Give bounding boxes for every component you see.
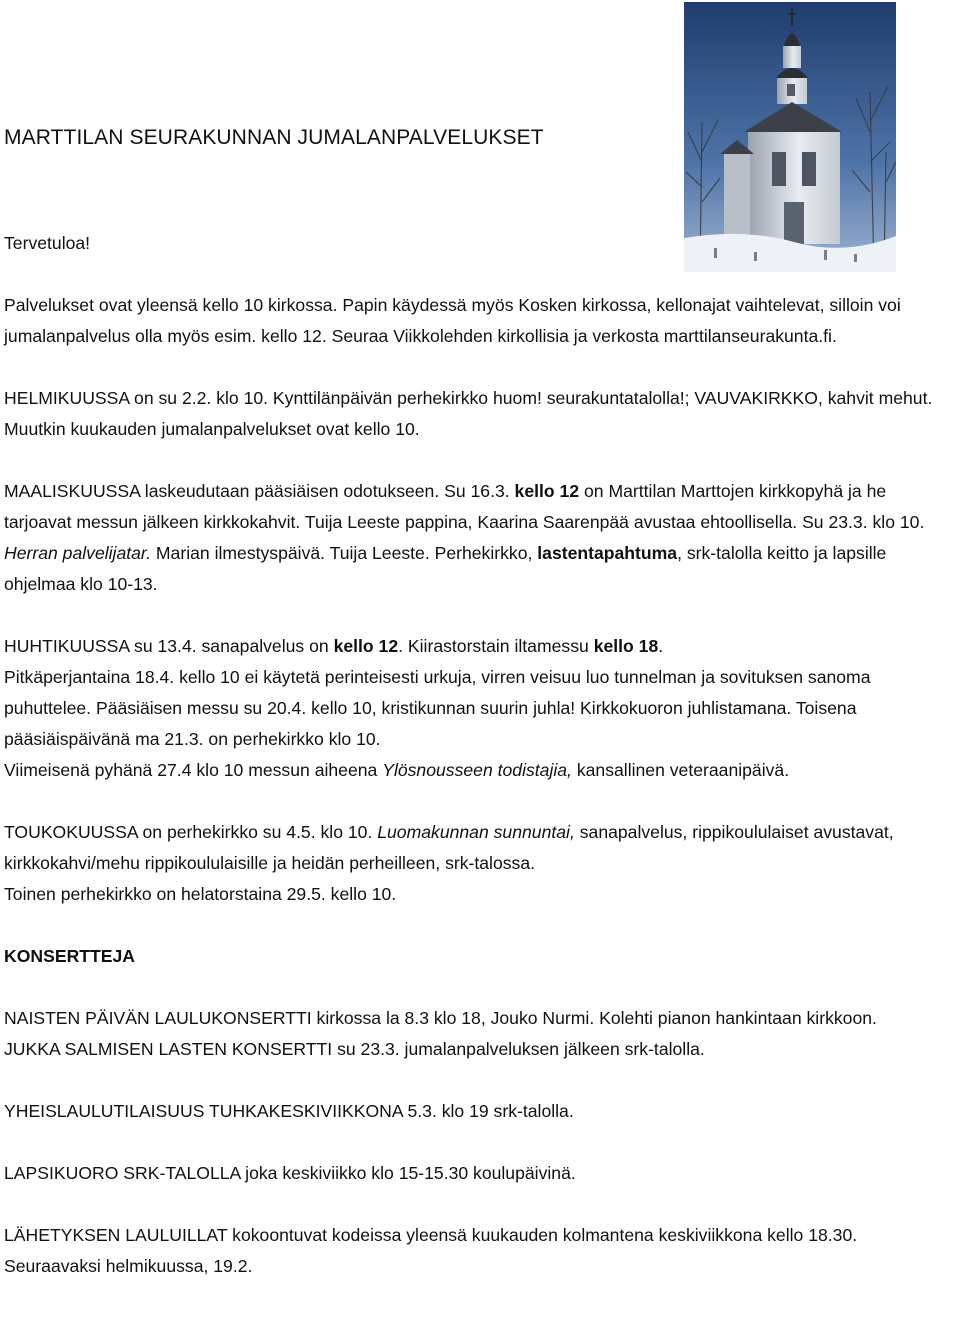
concert-item: LÄHETYKSEN LAULUILLAT kokoontuvat kodeissa yleensä kuukauden kolmantena keskiviikkona kello 18.30.: [4, 1225, 858, 1245]
march-paragraph: MAALISKUUSSA laskeudutaan pääsiäisen odotukseen. Su 16.3. kello 12 on Marttilan Marttojen kirkkopyhä ja he tarjoavat messun jälkeen kirkkokahvit. Tuija Leeste pappina, Kaarina Saarenpää avustaa ehtoollisella. Su 23.3. klo 10. Herran palvelijatar. Marian ilmestyspäivä. Tuija Leeste. Perhekirkko, lastentapahtuma, srk-talolla keitto ja lapsille ohjelmaa klo 10-13.: [4, 481, 925, 594]
concert-item: NAISTEN PÄIVÄN LAULUKONSERTTI kirkossa la 8.3 klo 18, Jouko Nurmi. Kolehti pianon hankintaan kirkkoon.: [4, 1008, 877, 1028]
concert-item: YHEISLAULUTILAISUUS TUHKAKESKIVIIKKONA 5.3. klo 19 srk-talolla.: [4, 1101, 574, 1121]
may-paragraph-2: Toinen perhekirkko on helatorstaina 29.5. kello 10.: [4, 884, 397, 904]
intro-paragraph: Palvelukset ovat yleensä kello 10 kirkossa. Papin käydessä myös Kosken kirkossa, kellonajat vaihtelevat, silloin voi jumalanpalvelus olla myös esim. kello 12. Seuraa Viikkolehden kirkollisia ja verkosta marttilanseurakunta.fi.: [4, 295, 901, 346]
april-paragraph-3: Viimeisenä pyhänä 27.4 klo 10 messun aiheena Ylösnousseen todistajia, kansallinen veteraanipäivä.: [4, 760, 790, 780]
page-title: MARTTILAN SEURAKUNNAN JUMALANPALVELUKSET: [4, 126, 544, 149]
concerts-heading: KONSERTTEJA: [4, 946, 135, 966]
may-paragraph: TOUKOKUUSSA on perhekirkko su 4.5. klo 10. Luomakunnan sunnuntai, sanapalvelus, rippikoululaiset avustavat, kirkkokahvi/mehu rippikoululaisille ja heidän perheilleen, srk-talossa.: [4, 822, 894, 873]
document-body: [4, 228, 954, 1282]
april-paragraph-2: Pitkäperjantaina 18.4. kello 10 ei käytetä perinteisesti urkuja, virren veisuu luo tunnelman ja sovituksen sanoma puhuttelee. Pääsiäisen messu su 20.4. kello 10, kristikunnan suurin juhla! Kirkkokuoron juhlistamana. Toisena pääsiäispäivänä ma 21.3. on perhekirkko klo 10.: [4, 667, 871, 749]
concert-item: LAPSIKUORO SRK-TALOLLA joka keskiviikko klo 15-15.30 koulupäivinä.: [4, 1163, 576, 1183]
concert-item: JUKKA SALMISEN LASTEN KONSERTTI su 23.3. jumalanpalveluksen jälkeen srk-talolla.: [4, 1039, 705, 1059]
february-paragraph: HELMIKUUSSA on su 2.2. klo 10. Kynttilänpäivän perhekirkko huom! seurakuntatalolla!; VAUVAKIRKKO, kahvit mehut. Muutkin kuukauden jumalanpalvelukset ovat kello 10.: [4, 388, 933, 439]
concert-item: Seuraavaksi helmikuussa, 19.2.: [4, 1256, 253, 1276]
april-paragraph: HUHTIKUUSSA su 13.4. sanapalvelus on kello 12. Kiirastorstain iltamessu kello 18.: [4, 636, 664, 656]
greeting: Tervetuloa!: [4, 233, 91, 253]
